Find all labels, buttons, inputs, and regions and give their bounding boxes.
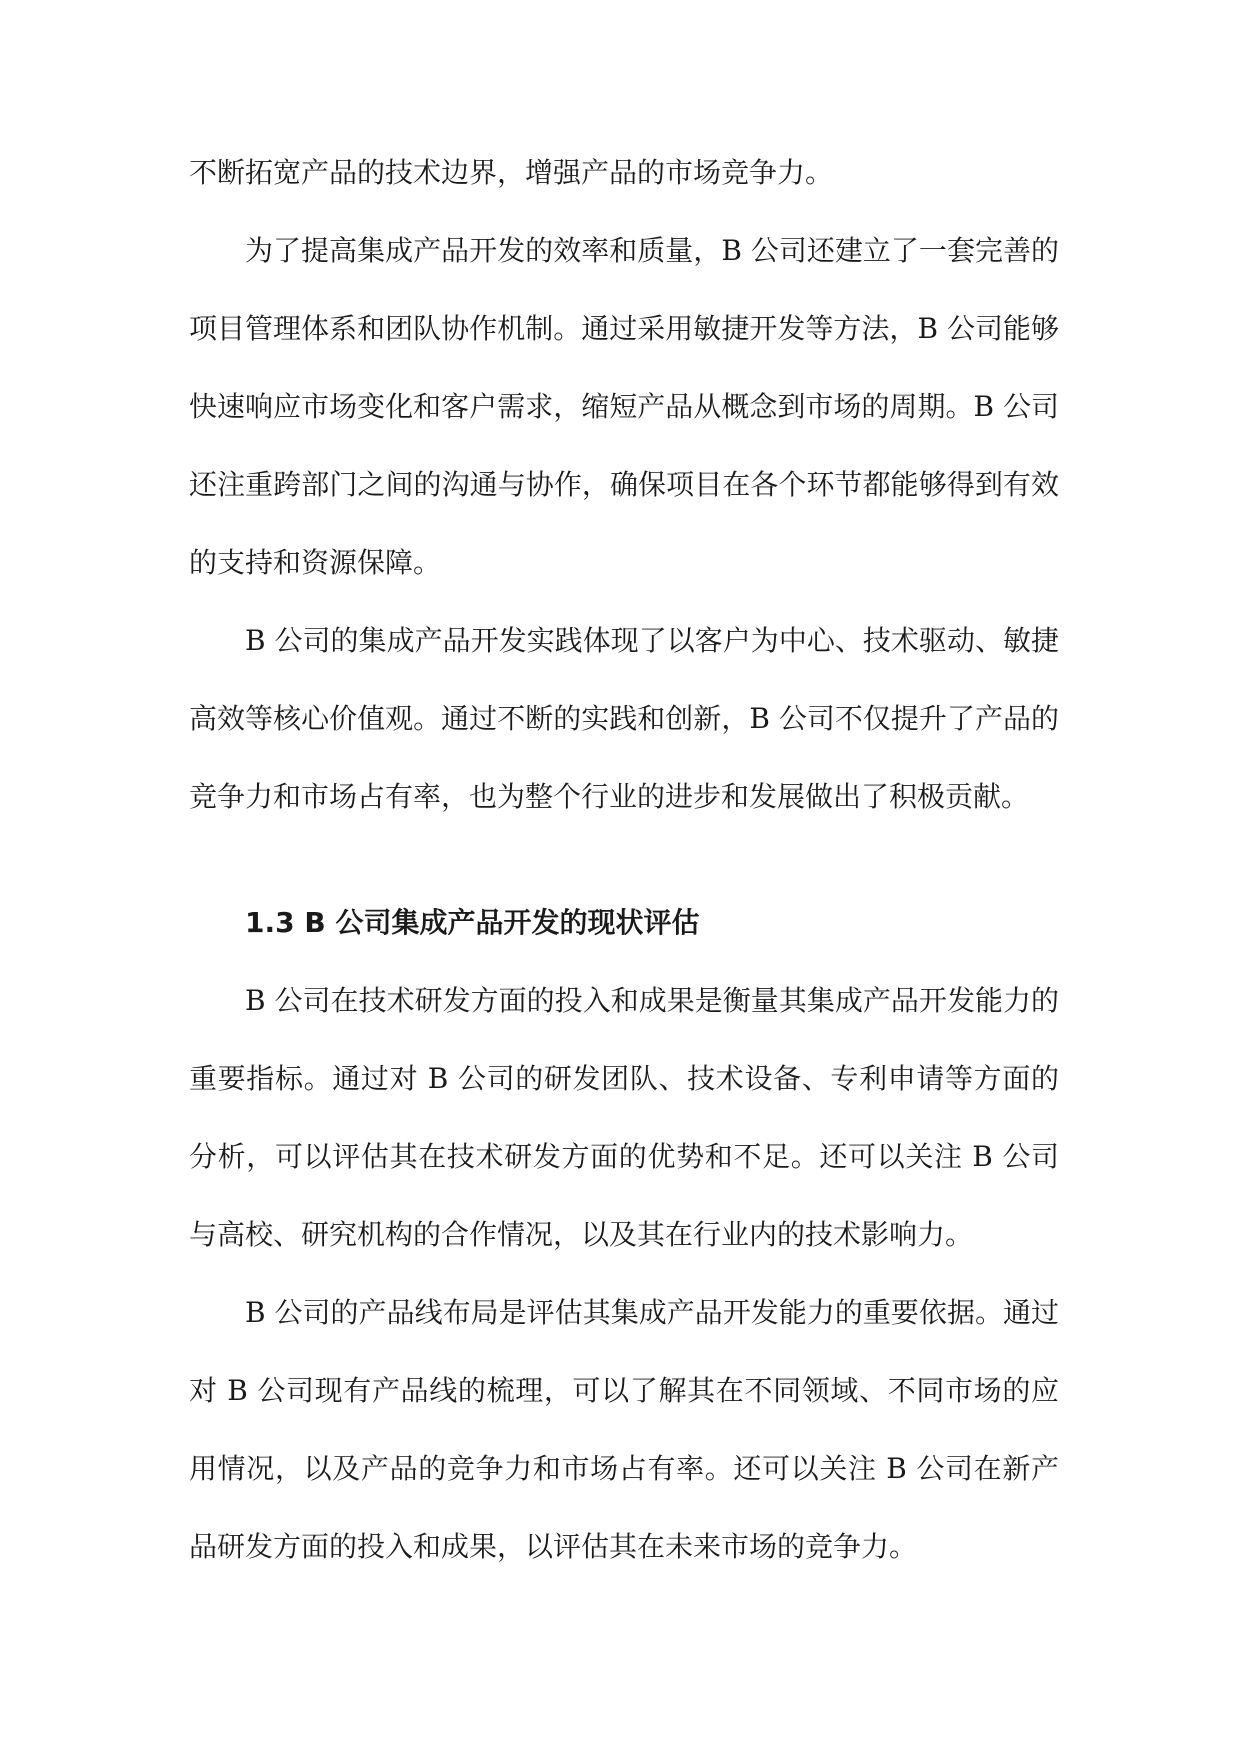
- paragraph-core-values: B 公司的集成产品开发实践体现了以客户为中心、技术驱动、敏捷高效等核心价值观。通过不断的实践和创新，B 公司不仅提升了产品的竞争力和市场占有率，也为整个行业的进步和发展做出了积极贡献。: [189, 624, 1059, 813]
- document-body: [189, 134, 1059, 1586]
- paragraph-project-management: 为了提高集成产品开发的效率和质量，B 公司还建立了一套完善的项目管理体系和团队协作机制。通过采用敏捷开发等方法，B 公司能够快速响应市场变化和客户需求，缩短产品从概念到市场的周期。B 公司还注重跨部门之间的沟通与协作，确保项目在各个环节都能够得到有效的支持和资源保障。: [189, 234, 1059, 579]
- section-heading: 1.3 B 公司集成产品开发的现状评估: [245, 906, 700, 939]
- paragraph-product-line: B 公司的产品线布局是评估其集成产品开发能力的重要依据。通过对 B 公司现有产品线的梳理，可以了解其在不同领域、不同市场的应用情况，以及产品的竞争力和市场占有率。还可以关注 B 公司在新产品研发方面的投入和成果，以评估其在未来市场的竞争力。: [189, 1296, 1059, 1563]
- paragraph-continuation: 不断拓宽产品的技术边界，增强产品的市场竞争力。: [189, 156, 834, 189]
- paragraph-rd-investment: B 公司在技术研发方面的投入和成果是衡量其集成产品开发能力的重要指标。通过对 B 公司的研发团队、技术设备、专利申请等方面的分析，可以评估其在技术研发方面的优势和不足。还可以关注 B 公司与高校、研究机构的合作情况，以及其在行业内的技术影响力。: [189, 984, 1059, 1251]
